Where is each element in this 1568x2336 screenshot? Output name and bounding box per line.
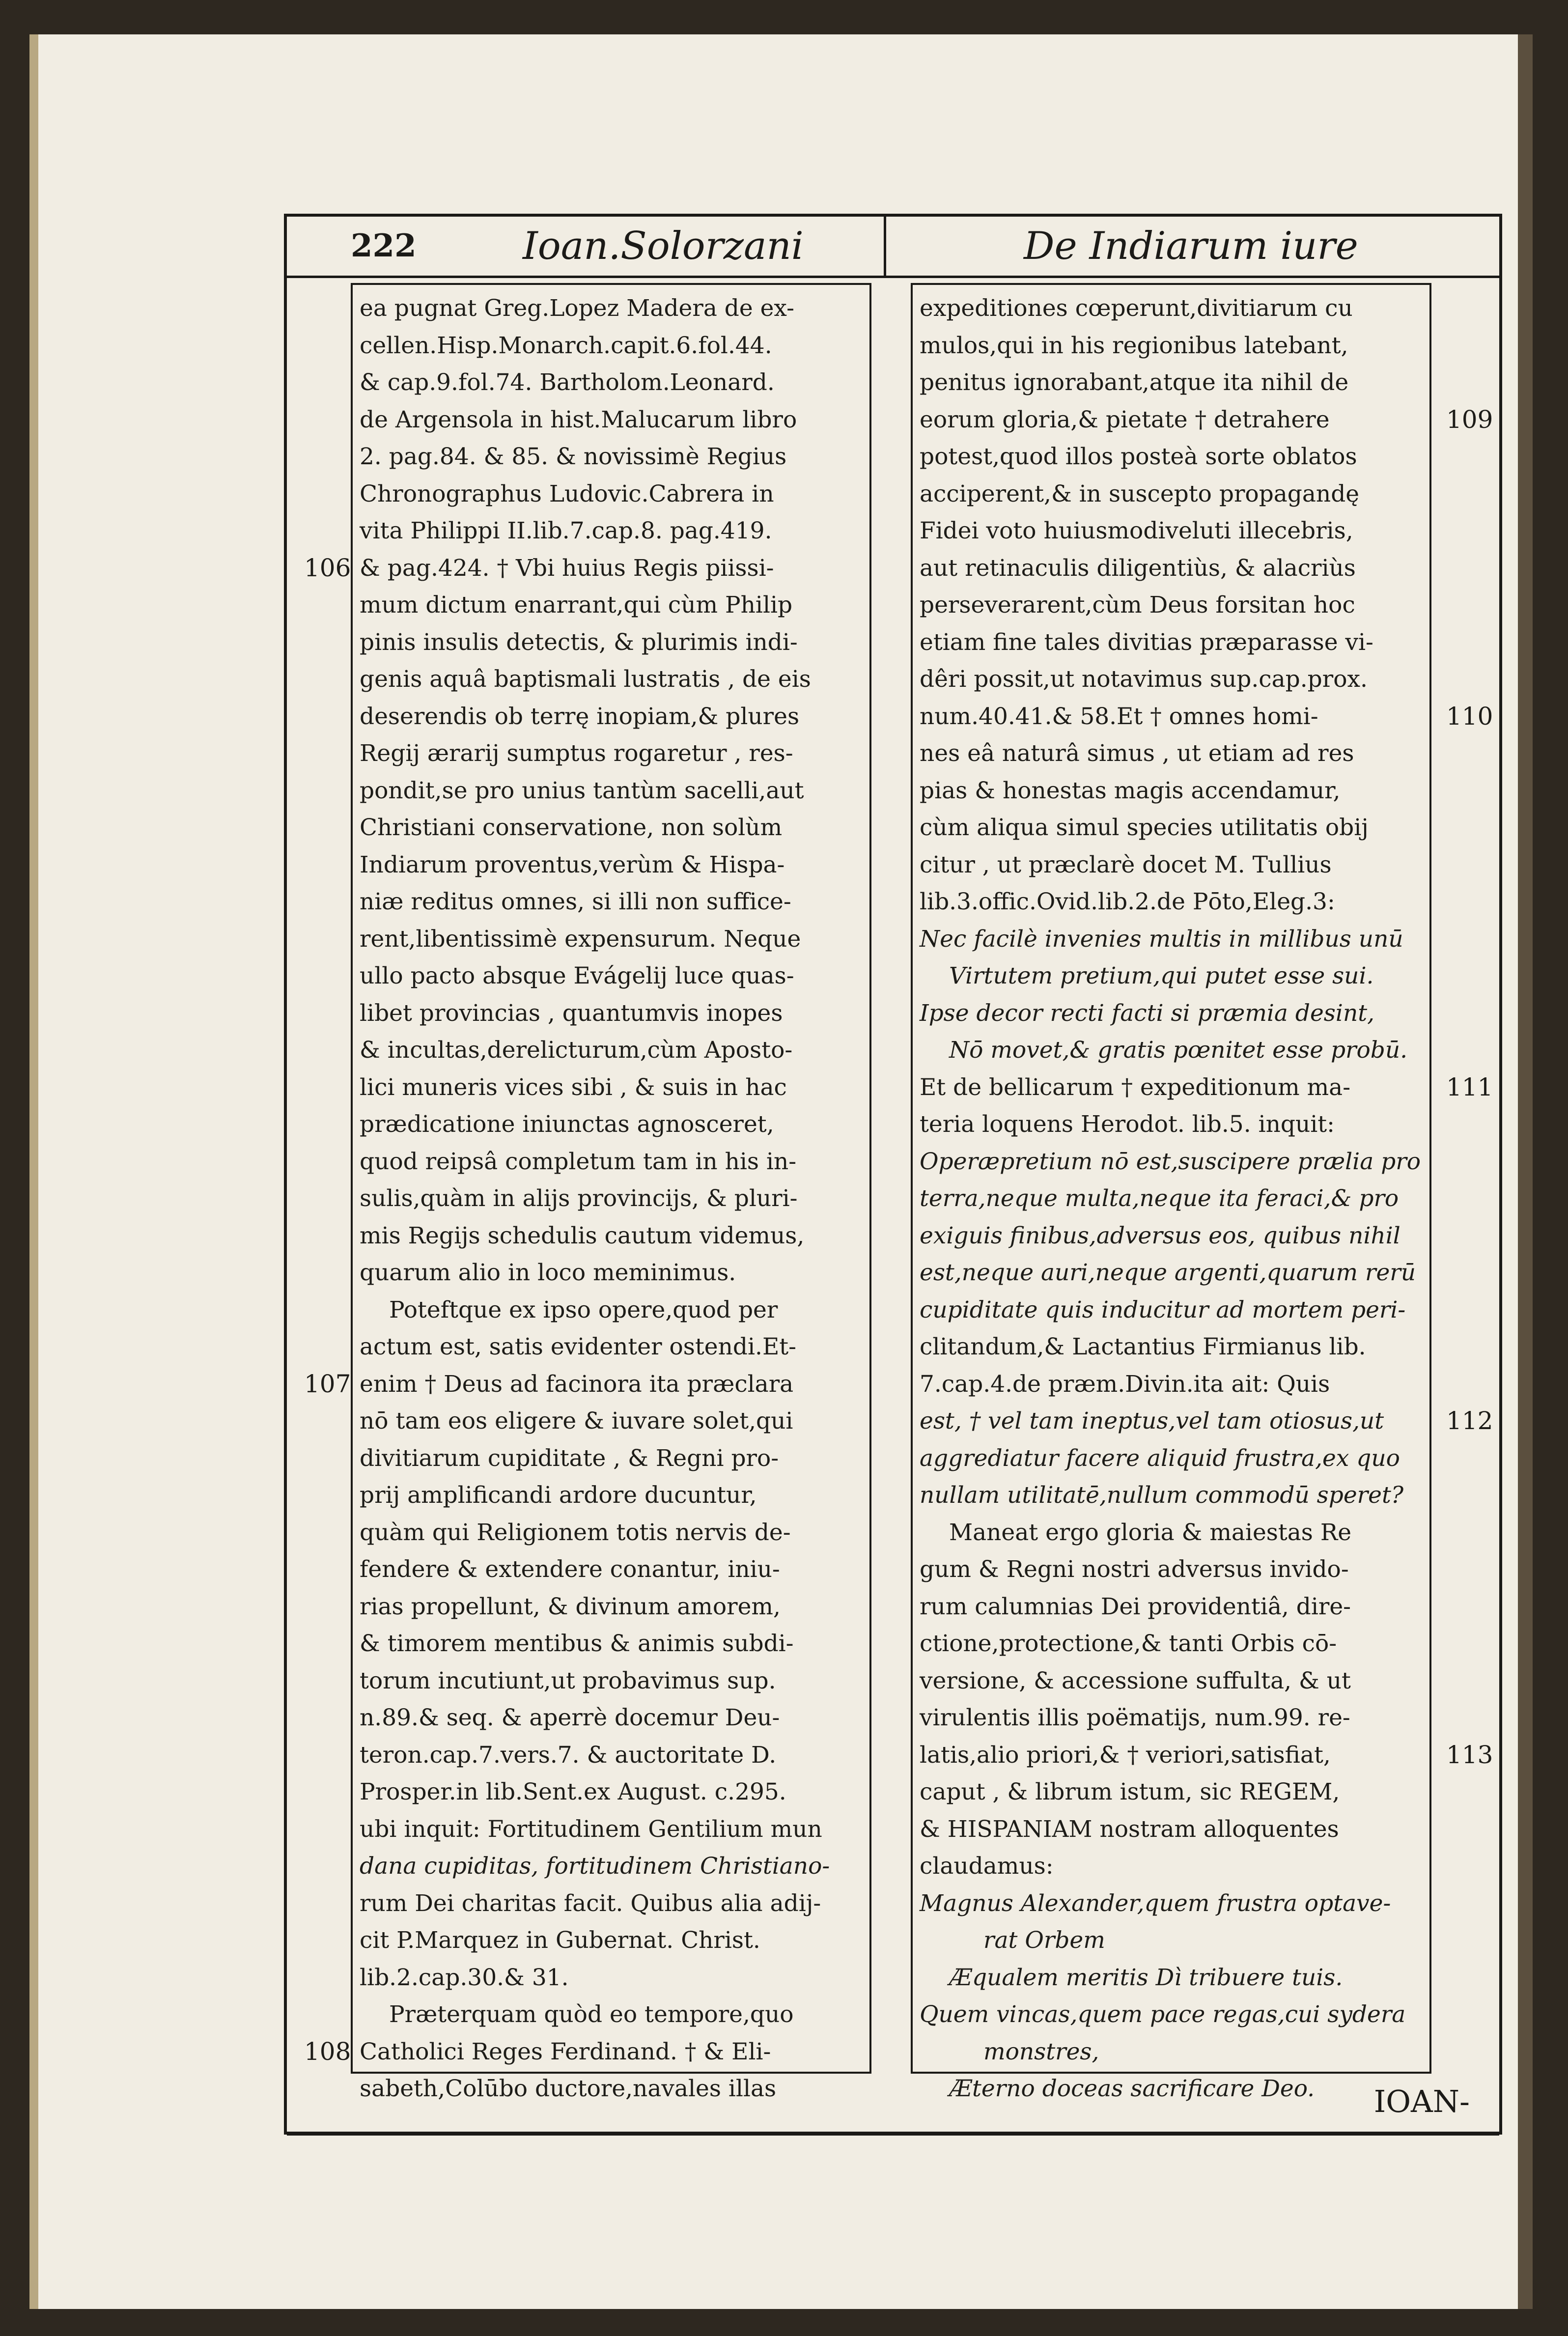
text-line: niæ reditus omnes, si illi non suffice- xyxy=(360,888,791,915)
margin-note-number: 112 xyxy=(1446,1407,1493,1435)
text-line: monstres, xyxy=(983,2038,1099,2065)
text-line: 7.cap.4.de præm.Divin.ita ait: Quis xyxy=(920,1370,1330,1398)
text-line: & pag.424. † Vbi huius Regis piissi- xyxy=(360,554,774,582)
left-text-column xyxy=(351,283,871,2102)
text-line: teria loquens Herodot. lib.5. inquit: xyxy=(920,1111,1335,1138)
margin-note-number: 113 xyxy=(1446,1740,1493,1769)
text-line: est, † vel tam ineptus,vel tam otiosus,ut xyxy=(920,1407,1384,1435)
text-line: Æqualem meritis Dì tribuere tuis. xyxy=(949,1964,1343,1991)
text-line: Christiani conservatione, non solùm xyxy=(360,814,783,841)
text-line: quarum alio in loco meminimus. xyxy=(360,1259,736,1286)
text-line: lib.2.cap.30.& 31. xyxy=(360,1964,569,1991)
text-line: potest,quod illos posteà sorte oblatos xyxy=(920,443,1357,470)
text-line: latis,alio priori,& † veriori,satisfiat, xyxy=(920,1741,1331,1769)
text-line: Chronographus Ludovic.Cabrera in xyxy=(360,480,774,507)
running-title-left: Ioan.Solorzani xyxy=(523,224,804,268)
text-line: pias & honestas magis accendamur, xyxy=(920,777,1341,804)
text-line: Indiarum proventus,verùm & Hispa- xyxy=(360,851,785,878)
margin-note-number: 109 xyxy=(1446,405,1493,434)
text-line: Æterno doceas sacrificare Deo. xyxy=(949,2075,1315,2102)
text-frame xyxy=(284,214,1502,2135)
text-line: actum est, satis evidenter ostendi.Et- xyxy=(360,1333,797,1360)
text-line: acciperent,& in suscepto propagandę xyxy=(920,480,1360,507)
text-line: pondit,se pro unius tantùm sacelli,aut xyxy=(360,777,804,804)
margin-note-number: 111 xyxy=(1446,1072,1493,1101)
text-line: n.89.& seq. & aperrè docemur Deu- xyxy=(360,1704,780,1731)
text-line: aggrediatur facere aliquid frustra,ex quo xyxy=(920,1444,1400,1472)
text-line: ubi inquit: Fortitudinem Gentilium mun xyxy=(360,1815,822,1843)
text-line: Regij ærarij sumptus rogaretur , res- xyxy=(360,740,793,767)
book-leaf xyxy=(29,34,1533,2309)
text-line: & HISPANIAM nostram alloquentes xyxy=(920,1815,1339,1843)
text-line: clitandum,& Lactantius Firmianus lib. xyxy=(920,1333,1366,1360)
text-line: fendere & extendere conantur, iniu- xyxy=(360,1556,780,1583)
text-line: expeditiones cœperunt,divitiarum cu xyxy=(920,295,1353,322)
text-line: & incultas,derelicturum,cùm Aposto- xyxy=(360,1037,793,1064)
text-line: nes eâ naturâ simus , ut etiam ad res xyxy=(920,740,1354,767)
text-line: teron.cap.7.vers.7. & auctoritate D. xyxy=(360,1741,777,1769)
text-line: Operæpretium nō est,suscipere prælia pro xyxy=(920,1148,1421,1175)
text-line: penitus ignorabant,atque ita nihil de xyxy=(920,369,1349,396)
text-line: prij amplificandi ardore ducuntur, xyxy=(360,1482,757,1509)
text-line: dana cupiditas, fortitudinem Christiano- xyxy=(360,1853,830,1880)
text-line: quod reipsâ completum tam in his in- xyxy=(360,1148,797,1175)
header-divider xyxy=(884,217,886,276)
page-number: 222 xyxy=(351,227,417,264)
text-line: cit P.Marquez in Gubernat. Christ. xyxy=(360,1927,760,1954)
text-line: lici muneris vices sibi , & suis in hac xyxy=(360,1073,787,1101)
text-line: pinis insulis detectis, & plurimis indi- xyxy=(360,628,798,656)
margin-note-number: 110 xyxy=(1446,702,1493,731)
text-line: enim † Deus ad facinora ita præclara xyxy=(360,1370,794,1398)
text-line: terra,neque multa,neque ita feraci,& pro xyxy=(920,1185,1399,1212)
text-line: perseverarent,cùm Deus forsitan hoc xyxy=(920,591,1355,619)
margin-note-number: 108 xyxy=(304,2037,351,2066)
text-line: cellen.Hisp.Monarch.capit.6.fol.44. xyxy=(360,332,772,359)
text-line: Nec facilè invenies multis in millibus unū xyxy=(920,925,1403,953)
text-line: num.40.41.& 58.Et † omnes homi- xyxy=(920,703,1318,730)
text-line: Magnus Alexander,quem frustra optave- xyxy=(920,1889,1391,1917)
text-line: prædicatione iniunctas agnosceret, xyxy=(360,1111,774,1138)
text-line: mis Regijs schedulis cautum videmus, xyxy=(360,1222,805,1249)
text-line: aut retinaculis diligentiùs, & alacriùs xyxy=(920,554,1356,582)
text-line: Quem vincas,quem pace regas,cui sydera xyxy=(920,2001,1406,2028)
text-line: Et de bellicarum † expeditionum ma- xyxy=(920,1073,1351,1101)
text-line: etiam fine tales divitias præparasse vi- xyxy=(920,628,1373,656)
margin-note-number: 106 xyxy=(304,553,351,582)
text-line: ea pugnat Greg.Lopez Madera de ex- xyxy=(360,295,794,322)
text-line: dêri possit,ut notavimus sup.cap.prox. xyxy=(920,666,1368,693)
text-line: est,neque auri,neque argenti,quarum rerū xyxy=(920,1259,1416,1286)
text-line: genis aquâ baptismali lustratis , de eis xyxy=(360,666,811,693)
text-line: mum dictum enarrant,qui cùm Philip xyxy=(360,591,793,619)
text-line: vita Philippi II.lib.7.cap.8. pag.419. xyxy=(360,517,772,544)
text-line: Catholici Reges Ferdinand. † & Eli- xyxy=(360,2038,771,2065)
text-line: exiguis finibus,adversus eos, quibus nihil xyxy=(920,1222,1400,1249)
header-rule xyxy=(287,276,1499,278)
text-line: sabeth,Colūbo ductore,navales illas xyxy=(360,2075,777,2102)
text-line: ullo pacto absque Evágelij luce quas- xyxy=(360,962,794,989)
text-line: 2. pag.84. & 85. & novissimè Regius xyxy=(360,443,787,470)
footer-rule xyxy=(287,2133,1499,2136)
text-line: gum & Regni nostri adversus invido- xyxy=(920,1556,1349,1583)
margin-note-number: 107 xyxy=(304,1369,351,1398)
text-line: eorum gloria,& pietate † detrahere xyxy=(920,406,1330,433)
text-line: Nō movet,& gratis pœnitet esse probū. xyxy=(949,1037,1408,1064)
text-line: rias propellunt, & divinum amorem, xyxy=(360,1593,781,1620)
text-line: Ipse decor recti facti si præmia desint, xyxy=(920,999,1375,1027)
text-line: rent,libentissimè expensurum. Neque xyxy=(360,925,801,953)
text-line: rat Orbem xyxy=(983,1927,1105,1954)
text-line: Poteftque ex ipso opere,quod per xyxy=(389,1296,778,1323)
right-text-column xyxy=(911,283,1431,2102)
text-line: nullam utilitatē,nullum commodū speret? xyxy=(920,1482,1404,1509)
text-line: Fidei voto huiusmodiveluti illecebris, xyxy=(920,517,1353,544)
text-line: nō tam eos eligere & iuvare solet,qui xyxy=(360,1407,793,1435)
text-line: rum Dei charitas facit. Quibus alia adij- xyxy=(360,1889,821,1917)
running-title-right: De Indiarum iure xyxy=(1024,224,1358,268)
text-line: & cap.9.fol.74. Bartholom.Leonard. xyxy=(360,369,775,396)
text-line: citur , ut præclarè docet M. Tullius xyxy=(920,851,1332,878)
text-line: rum calumnias Dei providentiâ, dire- xyxy=(920,1593,1351,1620)
text-line: Prosper.in lib.Sent.ex August. c.295. xyxy=(360,1778,786,1805)
text-line: Maneat ergo gloria & maiestas Re xyxy=(949,1519,1352,1546)
text-line: caput , & librum istum, sic REGEM, xyxy=(920,1778,1340,1805)
text-line: cùm aliqua simul species utilitatis obij xyxy=(920,814,1369,841)
text-line: deserendis ob terrę inopiam,& plures xyxy=(360,703,800,730)
text-line: sulis,quàm in alijs provincijs, & pluri- xyxy=(360,1185,798,1212)
text-line: torum incutiunt,ut probavimus sup. xyxy=(360,1667,776,1694)
text-line: lib.3.offic.Ovid.lib.2.de Pōto,Eleg.3: xyxy=(920,888,1335,915)
text-line: divitiarum cupiditate , & Regni pro- xyxy=(360,1444,779,1472)
text-line: quàm qui Religionem totis nervis de- xyxy=(360,1519,791,1546)
text-line: Virtutem pretium,qui putet esse sui. xyxy=(949,962,1374,989)
text-line: claudamus: xyxy=(920,1853,1054,1880)
text-line: versione, & accessione suffulta, & ut xyxy=(920,1667,1351,1694)
text-line: cupiditate quis inducitur ad mortem peri- xyxy=(920,1296,1406,1323)
catchword: IOAN- xyxy=(1373,2083,1470,2119)
text-line: virulentis illis poëmatijs, num.99. re- xyxy=(920,1704,1350,1731)
text-line: mulos,qui in his regionibus latebant, xyxy=(920,332,1348,359)
text-line: ctione,protectione,& tanti Orbis cō- xyxy=(920,1630,1337,1657)
text-line: Præterquam quòd eo tempore,quo xyxy=(389,2001,794,2028)
text-line: libet provincias , quantumvis inopes xyxy=(360,999,783,1027)
text-line: & timorem mentibus & animis subdi- xyxy=(360,1630,794,1657)
text-line: de Argensola in hist.Malucarum libro xyxy=(360,406,797,433)
